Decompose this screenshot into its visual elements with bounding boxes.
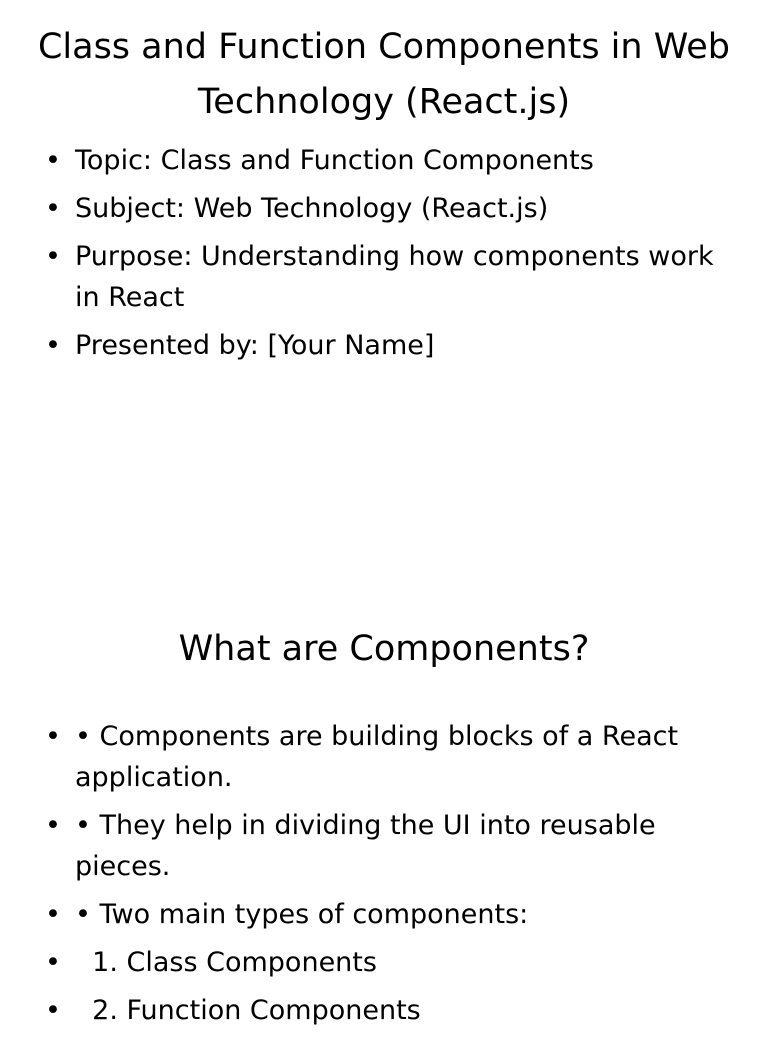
bullet-item xyxy=(40,805,720,887)
bullet-item xyxy=(40,942,720,983)
slide-title: Class and Function Components in Web Technology (React.js) xyxy=(37,27,731,122)
slide-intro xyxy=(0,0,768,512)
bullet-item xyxy=(40,325,720,366)
bullet-text: Presented by: [Your Name] xyxy=(75,330,435,361)
bullet-text: Topic: Class and Function Components xyxy=(75,145,594,176)
bullet-dot-icon: • xyxy=(45,330,61,361)
bullet-text: • They help in dividing the UI into reusable pieces. xyxy=(75,810,656,882)
bullet-item xyxy=(40,236,720,318)
bullet-item xyxy=(40,716,720,798)
bullet-dot-icon: • xyxy=(45,721,61,752)
bullet-item xyxy=(40,894,720,935)
bullet-text: • Two main types of components: xyxy=(75,899,529,930)
slide-title: What are Components? xyxy=(178,629,590,669)
bullet-dot-icon: • xyxy=(45,947,61,978)
bullet-text: 2. Function Components xyxy=(75,995,421,1026)
bullet-dot-icon: • xyxy=(45,899,61,930)
bullet-dot-icon: • xyxy=(45,810,61,841)
bullet-item xyxy=(40,140,720,181)
bullet-list xyxy=(40,140,720,373)
bullet-item xyxy=(40,188,720,229)
bullet-dot-icon: • xyxy=(45,145,61,176)
slide-components xyxy=(0,512,768,1024)
bullet-text: 1. Class Components xyxy=(75,947,377,978)
bullet-text: Purpose: Understanding how components work in React xyxy=(75,241,714,313)
bullet-list xyxy=(40,716,720,1038)
bullet-item xyxy=(40,990,720,1031)
bullet-text: • Components are building blocks of a React application. xyxy=(75,721,679,793)
bullet-dot-icon: • xyxy=(45,995,61,1026)
bullet-text: Subject: Web Technology (React.js) xyxy=(75,193,549,224)
bullet-dot-icon: • xyxy=(45,241,61,272)
bullet-dot-icon: • xyxy=(45,193,61,224)
